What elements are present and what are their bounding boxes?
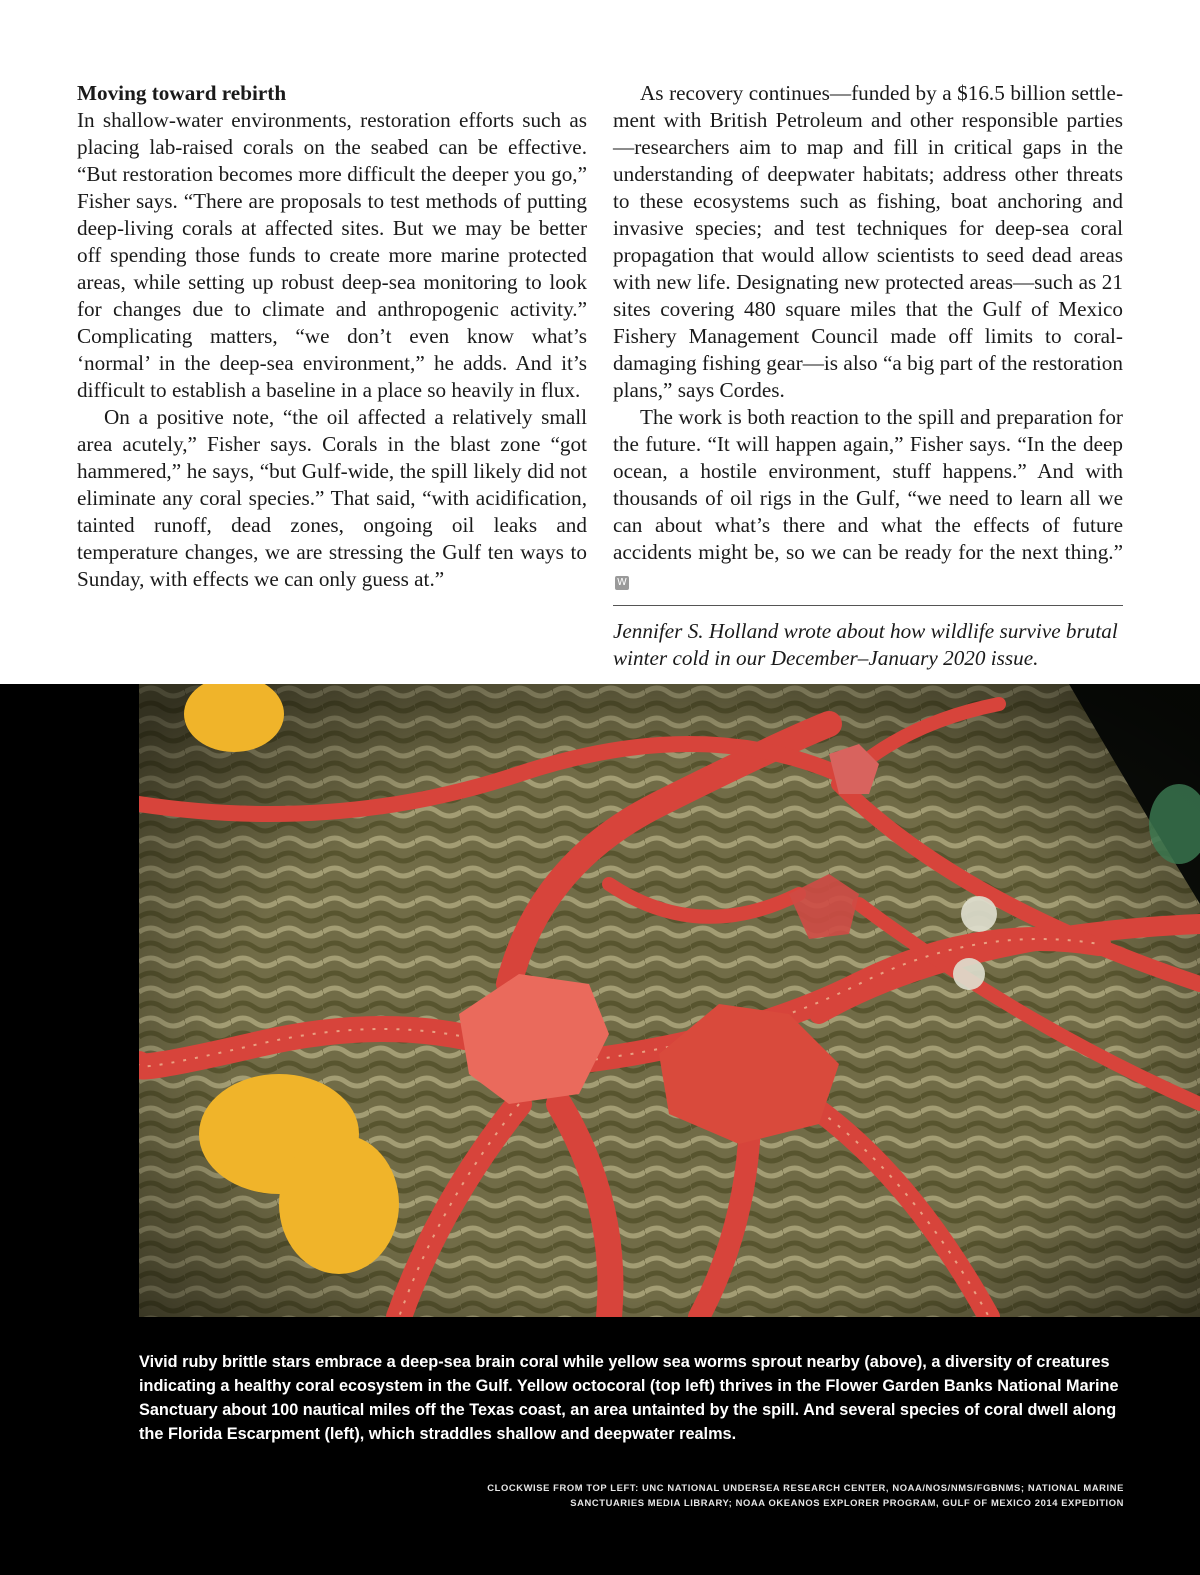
photo-section [0,684,1200,1575]
paragraph: As recovery continues—funded by a $16.5 billion settlement with British Petroleum and other responsible parties—researchers aim to map and fill in critical gaps in the understanding of deepwater habitats; address other threats to these ecosystems such as fishing, boat anchoring and invasive species; and test techniques for deep-sea coral propagation that would allow scientists to seed dead areas with new life. Designating new protected areas—such as 21 sites covering 480 square miles that the Gulf of Mexico Fishery Management Council made off limits to coral-damaging fishing gear—is also “a big part of the restoration plans,” says Cordes. [613,81,1123,402]
photo-caption: Vivid ruby brittle stars embrace a deep-sea brain coral while yellow sea worms sprout nearby (above), a diversity of creatures indicating a healthy coral ecosystem in the Gulf. Yellow octocoral (top left) thrives in the Flower Garden Banks National Marine Sanctuary about 100 nautical miles off the Texas coast, an area untainted by the spill. And several species of coral dwell along the Florida Escarpment (left), which straddles shallow and deepwater realms. [139,1353,1119,1443]
end-mark-icon: W [615,576,629,590]
paragraph: On a positive note, “the oil affected a relatively small area acutely,” Fisher says. Corals in the blast zone “got hammered,” he says, “but Gulf-wide, the spill likely did not eliminate any coral species.” That said, “with acidification, tainted runoff, dead zones, ongoing oil leaks and temperature changes, we are stressing the Gulf ten ways to Sunday, with effects we can only guess at.” [77,405,587,591]
article-body [77,80,1123,672]
paragraph: In shallow-water environments, restoration efforts such as placing lab-raised corals on the seabed can be effective. “But restoration becomes more difficult the deeper you go,” Fisher says. “There are proposals to test methods of putting deep-living corals at affected sites. But we may be better off spending those funds to create more marine protected areas, while setting up robust deep-sea monitoring to look for changes due to climate and anthropogenic activity.” Complicating matters, “we don’t even know what’s ‘normal’ in the deep-sea environment,” he adds. And it’s difficult to establish a baseline in a place so heavily in flux. [77,108,587,402]
photo-credit: CLOCKWISE FROM TOP LEFT: UNC NATIONAL UNDERSEA RESEARCH CENTER, NOAA/NOS/NMS/FGBNMS; NATIONAL MARINE SANCTUARIES MEDIA LIBRARY; NOAA OKEANOS EXPLORER PROGRAM, GULF OF MEXICO 2014 EXPEDITION [487,1482,1124,1508]
right-column [613,80,1123,672]
section-heading: Moving toward rebirth [77,81,287,105]
left-column [77,80,587,672]
paragraph-final [613,404,1123,593]
paragraph-text: The work is both reaction to the spill and preparation for the future. “It will happen again,” Fisher says. “In the deep ocean, a hostile environment, stuff happens.” And with thousands of oil rigs in the Gulf, “we need to learn all we can about what’s there and what the effects of future accidents might be, so we can be ready for the next thing.” [613,405,1123,564]
author-bio: Jennifer S. Holland wrote about how wildlife survive brutal winter cold in our December–January 2020 issue. [613,619,1118,670]
divider [613,605,1123,606]
brittle-star-coral-photo [139,684,1200,1317]
photo-illustration [139,684,1200,1317]
